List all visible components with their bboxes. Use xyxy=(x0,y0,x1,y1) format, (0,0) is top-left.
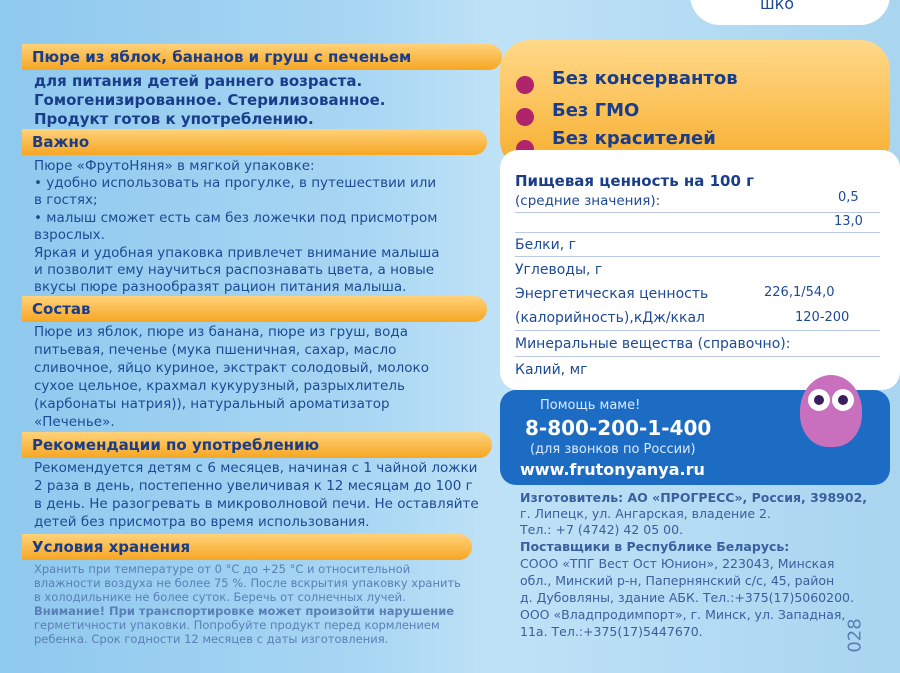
nutrition-row-value: 226,1/54,0 xyxy=(764,285,835,300)
feature-item: Без ГМО xyxy=(552,100,640,121)
important-line: в гостях; xyxy=(34,192,98,208)
manufacturer-line: Изготовитель: АО «ПРОГРЕСС», Россия, 398902, xyxy=(520,490,868,505)
barcode-digits: 028 xyxy=(844,618,866,653)
nutrition-row-value: 120-200 xyxy=(795,310,850,325)
composition-heading-band xyxy=(22,296,487,322)
product-processing: Гомогенизированное. Стерилизованное. xyxy=(34,91,386,109)
storage-line: Внимание! При транспортировке может произойти нарушение xyxy=(34,604,455,618)
feature-bullet-icon xyxy=(516,76,534,94)
feature-bullet-icon xyxy=(516,108,534,126)
manufacturer-line: Тел.: +7 (4742) 42 05 00. xyxy=(520,522,684,537)
help-note: (для звонков по России) xyxy=(530,442,696,457)
storage-heading-band xyxy=(22,534,472,560)
nutrition-row-label: Калий, мг xyxy=(515,362,588,378)
recommendations-heading-band xyxy=(22,432,492,458)
nutrition-row-label: Минеральные вещества (справочно): xyxy=(515,336,791,352)
storage-line: герметичности упаковки. Попробуйте продукт перед кормлением xyxy=(34,618,440,632)
manufacturer-line: ООО «Владпродимпорт», г. Минск, ул. Западная, xyxy=(520,607,846,622)
feature-item: Без консервантов xyxy=(552,68,738,89)
nutrition-row-value: 13,0 xyxy=(834,214,863,229)
nutrition-subtitle: (средние значения): xyxy=(515,193,661,209)
nutrition-row-label: Энергетическая ценность xyxy=(515,286,709,302)
manufacturer-line: д. Дубовляны, здание АБК. Тел.:+375(17)5060200. xyxy=(520,590,854,605)
nutrition-divider xyxy=(515,212,880,213)
storage-line: ребенка. Срок годности 12 месяцев с даты изготовления. xyxy=(34,632,389,646)
storage-line: Хранить при температуре от 0 °С до +25 °С и относительной xyxy=(34,562,411,576)
owl-eye-icon xyxy=(832,389,854,411)
storage-heading: Условия хранения xyxy=(32,538,191,556)
recommendations-line: детей без присмотра во время использования. xyxy=(34,514,370,530)
manufacturer-line: обл., Минский р-н, Папернянский с/с, 45, район xyxy=(520,573,835,588)
composition-line: питьевая, печенье (мука пшеничная, сахар, масло xyxy=(34,342,397,358)
manufacturer-line: Поставщики в Республике Беларусь: xyxy=(520,539,790,554)
important-line: Пюре «ФрутоНяня» в мягкой упаковке: xyxy=(34,158,315,174)
nutrition-row-value: 0,5 xyxy=(838,190,859,205)
help-phone: 8-800-200-1-400 xyxy=(525,416,712,440)
important-line: взрослых. xyxy=(34,227,105,243)
composition-line: сухое цельное, крахмал кукурузный, разрыхлитель xyxy=(34,378,405,394)
owl-mascot-icon xyxy=(800,375,862,447)
important-line: Яркая и удобная упаковка привлечет внимание малыша xyxy=(34,245,440,261)
nutrition-divider xyxy=(515,330,880,331)
badge-text: шко xyxy=(760,0,795,13)
composition-line: сливочное, яйцо куриное, экстракт солодовый, молоко xyxy=(34,360,429,376)
nutrition-divider xyxy=(515,232,880,233)
recommendations-line: 2 раза в день, постепенно увеличивая к 12 месяцам до 100 г xyxy=(34,478,473,494)
label-top-badge xyxy=(690,0,890,25)
product-ready: Продукт готов к употреблению. xyxy=(34,110,314,128)
manufacturer-line: 11а. Тел.:+375(17)5447670. xyxy=(520,624,703,639)
important-line: • удобно использовать на прогулке, в путешествии или xyxy=(34,175,437,191)
composition-line: Пюре из яблок, пюре из банана, пюре из груш, вода xyxy=(34,324,408,340)
manufacturer-line: СООО «ТПГ Вест Ост Юнион», 223043, Минская xyxy=(520,556,835,571)
product-subtitle: для питания детей раннего возраста. xyxy=(34,72,363,90)
help-site: www.frutonyanya.ru xyxy=(520,460,705,479)
storage-line: в холодильнике не более суток. Беречь от солнечных лучей. xyxy=(34,590,406,604)
important-heading: Важно xyxy=(32,133,90,151)
product-title: Пюре из яблок, бананов и груш с печеньем xyxy=(32,48,412,66)
feature-item: Без красителей xyxy=(552,128,716,149)
composition-line: (карбонаты натрия)), натуральный ароматизатор xyxy=(34,396,390,412)
important-line: вкусы пюре разнообразят рацион питания малыша. xyxy=(34,279,407,295)
composition-heading: Состав xyxy=(32,300,91,318)
recommendations-line: в день. Не разогревать в микроволновой печи. Не оставляйте xyxy=(34,496,479,512)
help-caption: Помощь маме! xyxy=(540,398,641,413)
recommendations-line: Рекомендуется детям с 6 месяцев, начиная с 1 чайной ложки xyxy=(34,460,478,476)
nutrition-divider xyxy=(515,256,880,257)
nutrition-title: Пищевая ценность на 100 г xyxy=(515,172,754,190)
recommendations-heading: Рекомендации по употреблению xyxy=(32,436,320,454)
nutrition-row-label: Углеводы, г xyxy=(515,262,603,278)
storage-line: влажности воздуха не более 75 %. После вскрытия упаковку хранить xyxy=(34,576,461,590)
product-title-band xyxy=(22,44,502,70)
nutrition-row-label: (калорийность),кДж/ккал xyxy=(515,310,705,326)
owl-eye-icon xyxy=(808,389,830,411)
manufacturer-line: г. Липецк, ул. Ангарская, владение 2. xyxy=(520,506,771,521)
composition-line: «Печенье». xyxy=(34,414,115,430)
important-line: и позволит ему научиться распознавать цвета, а новые xyxy=(34,262,435,278)
nutrition-divider xyxy=(515,356,880,357)
nutrition-row-label: Белки, г xyxy=(515,237,576,253)
important-line: • малыш сможет есть сам без ложечки под присмотром xyxy=(34,210,438,226)
important-heading-band xyxy=(22,129,487,155)
